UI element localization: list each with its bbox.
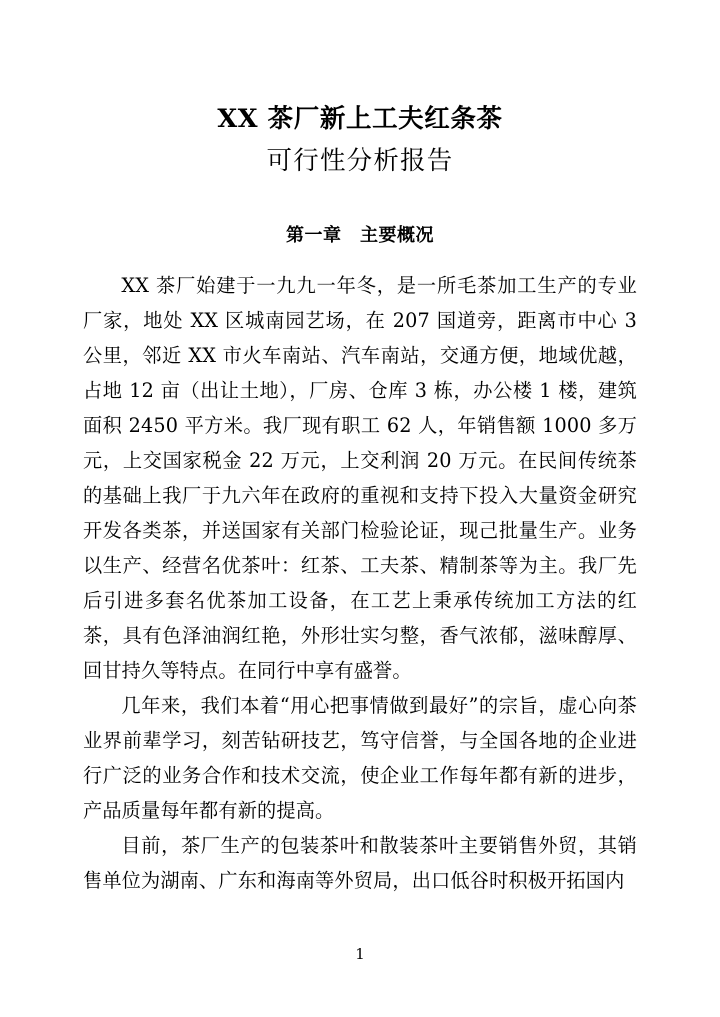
paragraph: 几年来，我们本着“用心把事情做到最好”的宗旨，虚心向茶业界前辈学习，刻苦钻研技艺，笃守信誉，与全国各地的企业进行广泛的业务合作和技术交流，使企业工作每年都有新的进步，产品质量每年都有新的提高。 xyxy=(83,694,637,822)
body-text xyxy=(83,268,637,898)
title-line-primary: XX 茶厂新上工夫红条茶 xyxy=(217,104,503,134)
page-number: 1 xyxy=(355,945,365,963)
page-title xyxy=(83,98,637,182)
page-content xyxy=(83,0,637,898)
paragraph: 目前，茶厂生产的包装茶叶和散装茶叶主要销售外贸，其销售单位为湖南、广东和海南等外贸局，出口低谷时积极开拓国内 xyxy=(83,834,637,892)
chapter-heading: 第一章 主要概况 xyxy=(286,225,434,246)
paragraph: XX 茶厂始建于一九九一年冬，是一所毛茶加工生产的专业厂家，地处 XX 区城南园艺场，在 207 国道旁，距离市中心 3 公里，邻近 XX 市火车南站、汽车南站，交通方便，地域优越，占地 12 亩（出让土地），厂房、仓库 3 栋，办公楼 1 楼，建筑面积 2450 平方米。我厂现有职工 62 人，年销售额 1000 多万元，上交国家税金 22 万元，上交利润 20 万元。在民间传统茶的基础上我厂于九六年在政府的重视和支持下投入大量资金研究开发各类茶，并送国家有关部门检验论证，现己批量生产。业务以生产、经营名优茶叶：红茶、工夫茶、精制茶等为主。我厂先后引进多套名优茶加工设备，在工艺上秉承传统加工方法的红茶，具有色泽油润红艳，外形壮实匀整，香气浓郁，滋味醇厚、回甘持久等特点。在同行中享有盛誉。 xyxy=(83,274,637,682)
title-line-secondary: 可行性分析报告 xyxy=(266,146,454,176)
